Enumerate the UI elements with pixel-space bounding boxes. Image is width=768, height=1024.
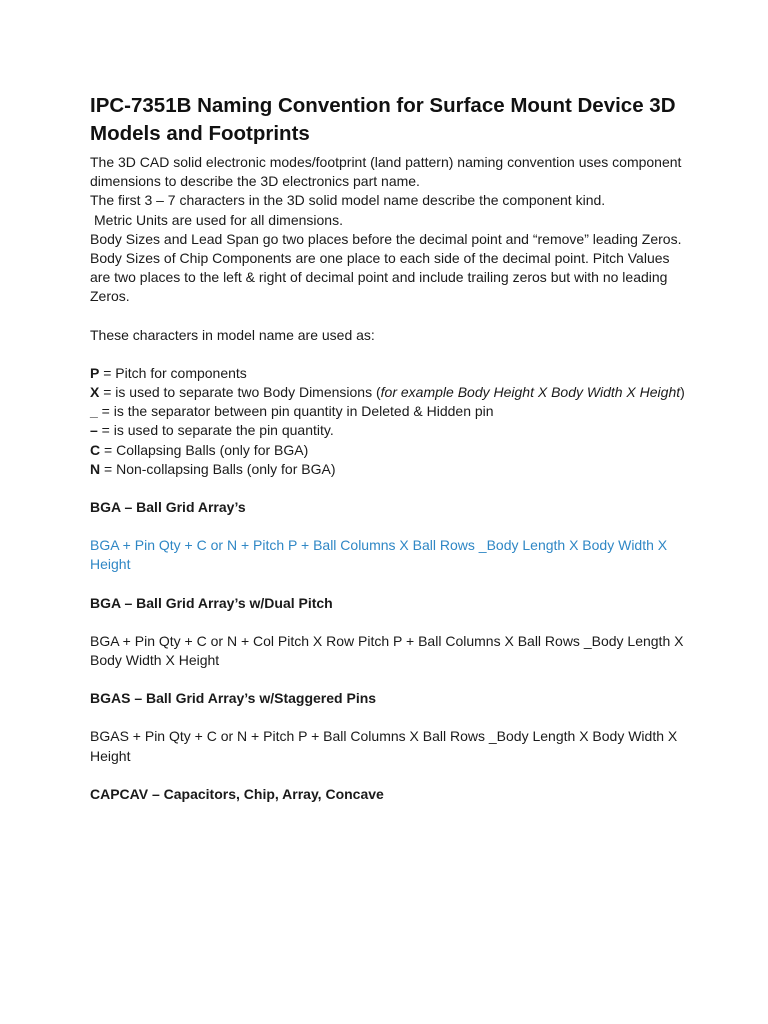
chars-intro: These characters in model name are used as: [90,326,375,343]
definition-non-collapsing [90,460,690,479]
definition-pitch [90,364,690,383]
definition-key: – [90,422,98,439]
section-heading-bga-dual-pitch: BGA – Ball Grid Array’s w/Dual Pitch [90,594,333,611]
section-formula-bga-dual-pitch: BGA + Pin Qty + C or N + Col Pitch X Row Pitch P + Ball Columns X Ball Rows _Body Length X Body Width X Height [90,632,684,669]
spacer [90,479,690,498]
definitions-list [90,364,690,479]
section-heading-capcav: CAPCAV – Capacitors, Chip, Array, Concave [90,785,384,802]
spacer [90,345,690,364]
definition-text: = is the separator between pin quantity in Deleted & Hidden pin [97,403,494,420]
section-formula-bga[interactable]: BGA + Pin Qty + C or N + Pitch P + Ball Columns X Ball Rows _Body Length X Body Width X Height [90,537,668,573]
spacer [90,766,690,785]
definition-key: P [90,364,100,381]
intro-paragraph-3: Metric Units are used for all dimensions. [94,211,343,228]
spacer [90,613,690,632]
section-formula-bgas: BGAS + Pin Qty + C or N + Pitch P + Ball Columns X Ball Rows _Body Length X Body Width X Height [90,728,678,764]
definition-dash [90,421,690,440]
definition-separator-x [90,383,690,402]
section-heading-bga: BGA – Ball Grid Array’s [90,499,246,516]
definition-collapsing [90,441,690,460]
definition-key: _ [90,403,98,420]
page-title: IPC-7351B Naming Convention for Surface Mount Device 3D Models and Footprints [90,94,676,145]
intro-paragraph-2: The first 3 – 7 characters in the 3D solid model name describe the component kind. [90,192,606,209]
spacer [90,307,690,326]
definition-text: = Pitch for components [99,364,247,381]
document-body [90,92,690,804]
definition-key: X [90,384,100,401]
definition-key: C [90,441,101,458]
spacer [90,575,690,594]
spacer [90,517,690,536]
spacer [90,670,690,689]
definition-text: = Collapsing Balls (only for BGA) [100,441,309,458]
definition-text: = is used to separate two Body Dimensions ( [99,384,381,401]
section-heading-bgas: BGAS – Ball Grid Array’s w/Staggered Pins [90,690,377,707]
definition-underscore [90,402,690,421]
intro-paragraph-1: The 3D CAD solid electronic modes/footprint (land pattern) naming convention uses component dimensions to describe the 3D electronics part name. [90,154,682,190]
definition-text: = Non-collapsing Balls (only for BGA) [100,460,336,477]
definition-key: N [90,460,101,477]
spacer [90,708,690,727]
intro-paragraph-4: Body Sizes and Lead Span go two places before the decimal point and “remove” leading Zeros. Body Sizes of Chip Components are one place to each side of the decimal point. Pitch Values are two places to the left & right of decimal point and include trailing zeros but with no leading Zeros. [90,230,682,305]
definition-text: = is used to separate the pin quantity. [97,422,334,439]
definition-example: for example Body Height X Body Width X Height [380,384,681,401]
definition-after: ) [680,384,685,401]
